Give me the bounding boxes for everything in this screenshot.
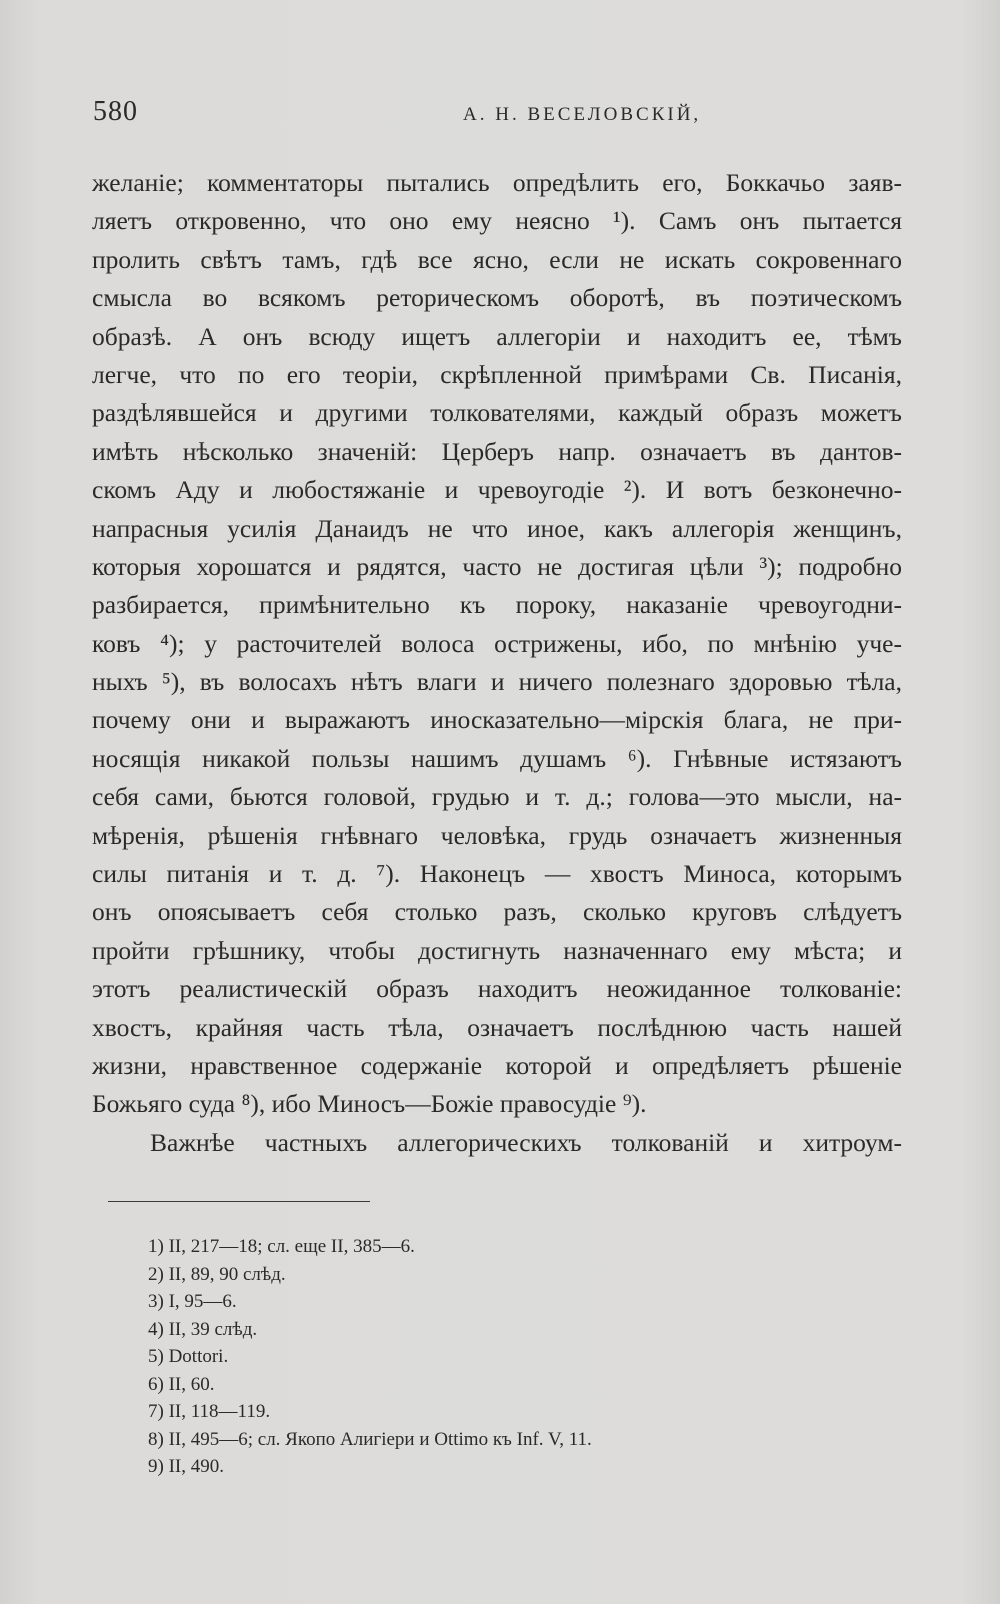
text-line: ныхъ ⁵), въ волосахъ нѣтъ влаги и ничего полезнаго здоровью тѣла, xyxy=(92,667,902,697)
text-line: Божьяго суда ⁸), ибо Миносъ—Божіе правосудіе ⁹). xyxy=(92,1089,647,1119)
text-line: жизни, нравственное содержаніе которой и опредѣляетъ рѣшеніе xyxy=(92,1050,902,1080)
text-line: носящія никакой пользы нашимъ душамъ ⁶). Гнѣвные истязаютъ xyxy=(92,743,902,773)
text-line: пролить свѣтъ тамъ, гдѣ все ясно, если не искать сокровеннаго xyxy=(92,244,902,274)
text-line: хвостъ, крайняя часть тѣла, означаетъ послѣднюю часть нашей xyxy=(92,1012,902,1042)
text-line: смысла во всякомъ реторическомъ оборотѣ, въ поэтическомъ xyxy=(92,283,902,313)
text-line: имѣть нѣсколько значеній: Церберъ напр. означаетъ въ дантов- xyxy=(92,436,902,466)
footnote: 6) II, 60. xyxy=(148,1373,215,1395)
text-line: онъ опоясываетъ себя столько разъ, сколько круговъ слѣдуетъ xyxy=(92,897,902,927)
footnote: 2) II, 89, 90 слѣд. xyxy=(148,1263,286,1285)
text-line: раздѣлявшейся и другими толкователями, каждый образъ можетъ xyxy=(92,398,902,428)
text-line: скомъ Аду и любостяжаніе и чревоугодіе ²). И вотъ безконечно- xyxy=(92,475,902,505)
page-number: 580 xyxy=(93,96,138,127)
text-line: себя сами, бьются головой, грудью и т. д.; голова—это мысли, на- xyxy=(92,782,902,812)
text-line: напрасныя усилія Данаидъ не что иное, какъ аллегорія женщинъ, xyxy=(92,513,902,543)
text-line: мѣренія, рѣшенія гнѣвнаго человѣка, грудь означаетъ жизненныя xyxy=(92,820,902,850)
text-line: легче, что по его теоріи, скрѣпленной примѣрами Св. Писанія, xyxy=(92,359,902,389)
text-line: силы питанія и т. д. ⁷). Наконецъ — хвостъ Миноса, которымъ xyxy=(92,859,902,889)
page-header xyxy=(93,96,898,140)
text-line: образѣ. А онъ всюду ищетъ аллегоріи и находитъ ее, тѣмъ xyxy=(92,321,902,351)
footnote: 8) II, 495—6; сл. Якопо Алигіери и Ottimo къ Inf. V, 11. xyxy=(148,1428,592,1450)
footnotes xyxy=(148,1233,592,1481)
footnote-separator xyxy=(108,1201,370,1202)
text-line: которыя хорошатся и рядятся, часто не достигая цѣли ³); подробно xyxy=(92,551,902,581)
body-text xyxy=(92,164,902,1162)
footnote: 9) II, 490. xyxy=(148,1456,224,1477)
text-line: ляетъ откровенно, что оно ему неясно ¹). Самъ онъ пытается xyxy=(92,206,902,236)
footnote: 1) II, 217—18; сл. еще II, 385—6. xyxy=(148,1236,415,1257)
text-line: разбирается, примѣнительно къ пороку, наказаніе чревоугодни- xyxy=(92,590,902,620)
footnote: 3) I, 95—6. xyxy=(148,1291,237,1312)
text-line: этотъ реалистическій образъ находитъ неожиданное толкованіе: xyxy=(92,974,902,1004)
footnote: 7) II, 118—119. xyxy=(148,1401,271,1422)
text-line: желаніе; комментаторы пытались опредѣлить его, Боккачьо заяв- xyxy=(92,168,902,197)
footnote: 4) II, 39 слѣд. xyxy=(148,1318,258,1340)
paragraph-start-line: Важнѣе частныхъ аллегорическихъ толкованій и хитроум- xyxy=(150,1127,902,1157)
footnote: 5) Dottori. xyxy=(148,1346,229,1367)
running-head: А. Н. ВЕСЕЛОВСКІЙ, xyxy=(463,104,702,125)
text-line: почему они и выражаютъ иносказательно—мірскія блага, не при- xyxy=(92,705,902,735)
text-line: пройти грѣшнику, чтобы достигнуть назначеннаго ему мѣста; и xyxy=(92,935,902,965)
text-line: ковъ ⁴); у расточителей волоса острижены, ибо, по мнѣнію уче- xyxy=(92,628,902,658)
